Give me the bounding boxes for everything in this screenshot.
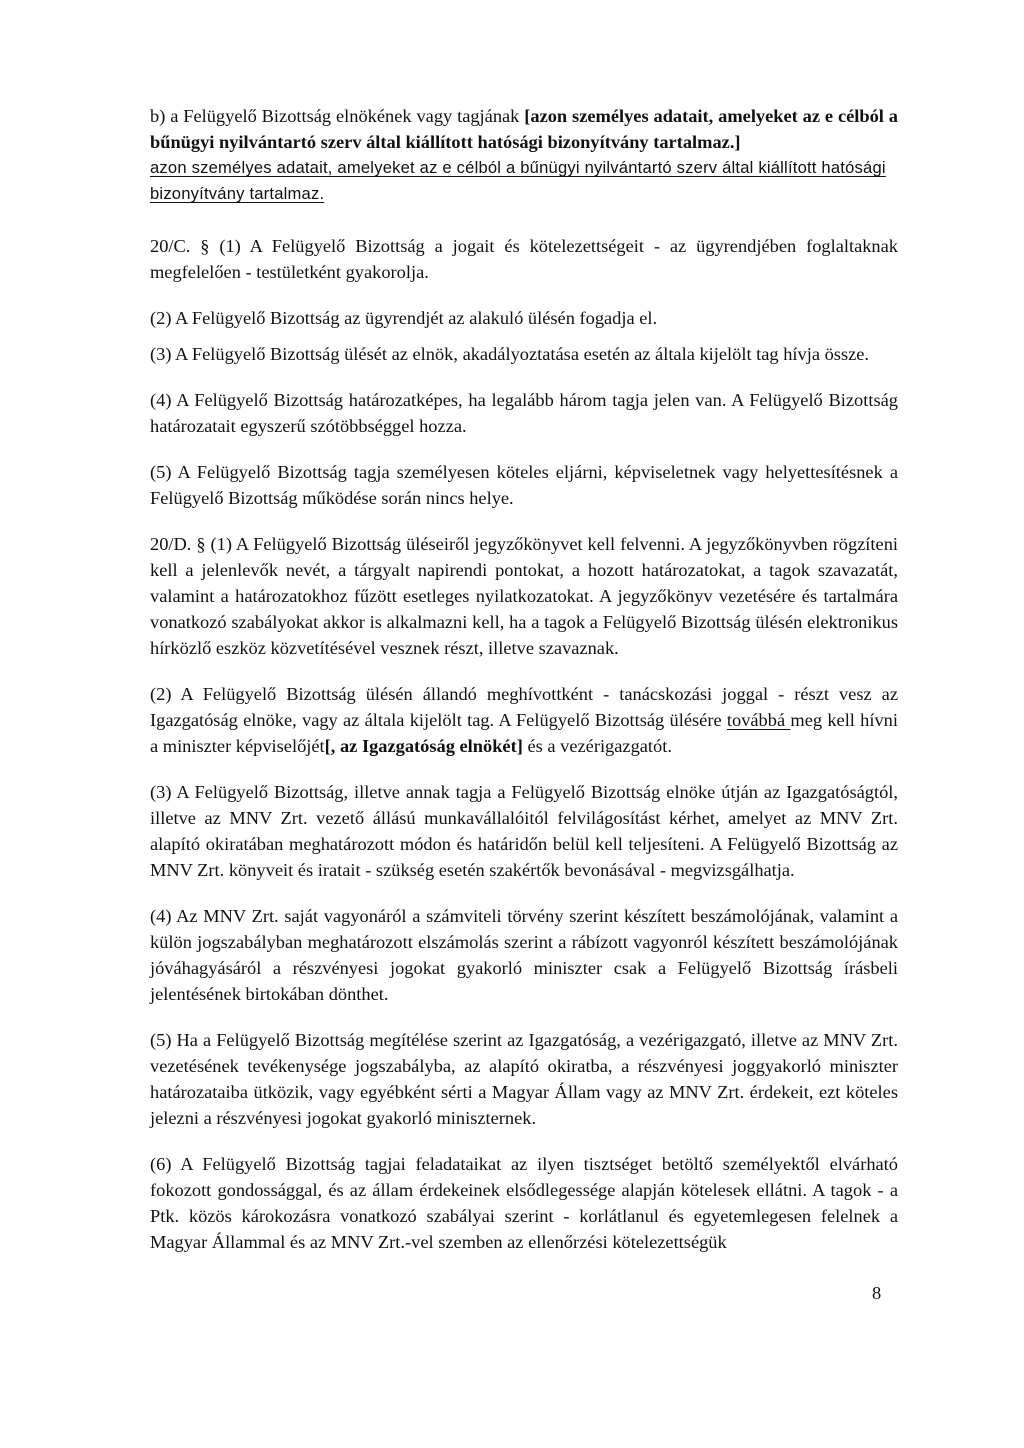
section-20c-3: (3) A Felügyelő Bizottság ülését az elnök, akadályoztatása esetén az általa kijelölt tag hívja össze. [150, 344, 870, 364]
section-20d-2-text-a: (2) A Felügyelő Bizottság ülésén állandó meghívottként - tanácskozási joggal - részt vesz az Igazgatóság elnöke, vagy az általa kijelölt tag. A Felügyelő Bizottság ülésére [150, 684, 898, 730]
section-20d-6: (6) A Felügyelő Bizottság tagjai feladataikat az ilyen tisztséget betöltő személyektől elvárható fokozott gondossággal, és az állam érdekeinek elsődlegessége alapján kötelesek ellátni. A tagok - a Ptk. közös károkozásra vonatkozó szabályai szerint - korlátlanul és egyetemlegesen felelnek a Magyar Állammal és az MNV Zrt.-vel szemben az ellenőrzési kötelezettségük [150, 1154, 898, 1252]
section-20d-2 [150, 681, 898, 759]
section-20d-2-text-b: meg kell hívni a miniszter képviselőjét [150, 710, 898, 756]
section-20c-4: (4) A Felügyelő Bizottság határozatképes, ha legalább három tagja jelen van. A Felügyelő Bizottság határozatait egyszerű szótöbbséggel hozza. [150, 390, 898, 436]
paragraph-b-text: b) a Felügyelő Bizottság elnökének vagy tagjának [150, 106, 525, 126]
paragraph-b-deleted-bold: [azon személyes adatait, amelyeket az e célból a bűnügyi nyilvántartó szerv által kiállított hatósági bizonyítvány tartalmaz.] [150, 106, 898, 152]
section-20d-5: (5) Ha a Felügyelő Bizottság megítélése szerint az Igazgatóság, a vezérigazgató, illetve az MNV Zrt. vezetésének tevékenysége jogszabályba, az alapító okiratba, a részvényesi joggyakorló miniszter határozataiba ütközik, vagy egyébként sérti a Magyar Állam vagy az MNV Zrt. érdekeit, ezt köteles jelezni a részvényesi jogokat gyakorló miniszternek. [150, 1030, 898, 1128]
section-20d-2-inserted: továbbá [726, 710, 791, 730]
document-body [150, 103, 898, 1255]
section-20d-3: (3) A Felügyelő Bizottság, illetve annak tagja a Felügyelő Bizottság elnöke útján az Igazgatóságtól, illetve az MNV Zrt. vezető állású munkavállalóitól felvilágosítást kérhet, amelyet az MNV Zrt. alapító okiratában meghatározott módon és határidőn belül kell teljesíteni. A Felügyelő Bizottság az MNV Zrt. könyveit és iratait - szükség esetén szakértők bevonásával - megvizsgálhatja. [150, 782, 898, 880]
section-20d-2-text-c: és a vezérigazgatót. [522, 736, 672, 756]
paragraph-b-inserted: azon személyes adatait, amelyeket az e célból a bűnügyi nyilvántartó szerv által kiállított hatósági bizonyítvány tartalmaz. [150, 158, 886, 203]
paragraph-b [150, 103, 898, 155]
page-number: 8 [872, 1283, 882, 1303]
section-20d-2-deleted-bold: [, az Igazgatóság elnökét] [324, 736, 523, 756]
section-20c-1: 20/C. § (1) A Felügyelő Bizottság a jogait és kötelezettségeit - az ügyrendjében foglaltaknak megfelelően - testületként gyakorolja. [150, 236, 898, 282]
section-20d-1: 20/D. § (1) A Felügyelő Bizottság üléseiről jegyzőkönyvet kell felvenni. A jegyzőkönyvben rögzíteni kell a jelenlevők nevét, a tárgyalt napirendi pontokat, a hozott határozatokat, a tagok szavazatát, valamint a határozatokhoz fűzött esetleges nyilatkozatokat. A jegyzőkönyv vezetésére és tartalmára vonatkozó szabályokat akkor is alkalmazni kell, ha a tagok a Felügyelő Bizottság ülésén elektronikus hírközlő eszköz közvetítésével vesznek részt, illetve szavaznak. [150, 534, 898, 658]
section-20d-4: (4) Az MNV Zrt. saját vagyonáról a számviteli törvény szerint készített beszámolójának, valamint a külön jogszabályban meghatározott elszámolás szerint a rábízott vagyonról készített beszámolójának jóváhagyásáról a részvényesi jogokat gyakorló miniszter csak a Felügyelő Bizottság írásbeli jelentésének birtokában dönthet. [150, 906, 898, 1004]
section-20c-5: (5) A Felügyelő Bizottság tagja személyesen köteles eljárni, képviseletnek vagy helyettesítésnek a Felügyelő Bizottság működése során nincs helye. [150, 462, 898, 508]
section-20c-2: (2) A Felügyelő Bizottság az ügyrendjét az alakuló ülésén fogadja el. [150, 308, 658, 328]
